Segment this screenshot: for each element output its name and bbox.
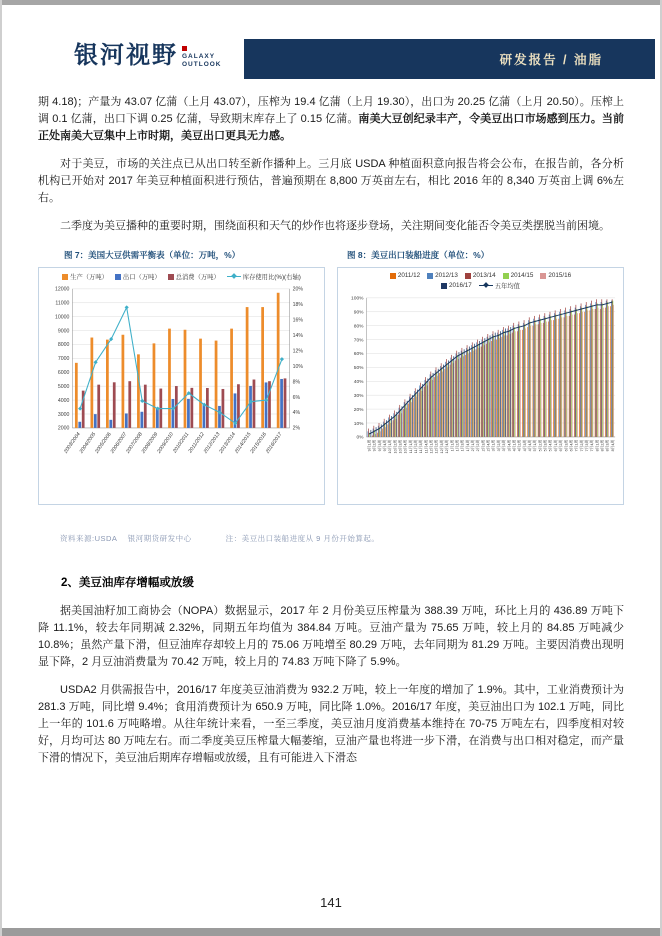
legend-swatch-icon bbox=[441, 283, 447, 289]
export-shipment-progress-chart bbox=[337, 267, 624, 505]
svg-text:2004/2005: 2004/2005 bbox=[78, 431, 98, 455]
svg-text:5月4周: 5月4周 bbox=[548, 439, 553, 452]
figure7-caption: 图 7：美国大豆供需平衡表（单位：万吨，%） bbox=[64, 250, 241, 260]
page-content bbox=[38, 94, 624, 778]
svg-text:2014/2015: 2014/2015 bbox=[233, 431, 253, 455]
fig8-legend bbox=[378, 272, 583, 290]
legend-swatch-icon bbox=[540, 273, 546, 279]
svg-text:1月3周: 1月3周 bbox=[460, 439, 465, 452]
legend-item bbox=[540, 272, 571, 279]
legend-label: 2015/16 bbox=[548, 272, 572, 279]
svg-text:2009/2010: 2009/2010 bbox=[156, 431, 175, 455]
legend-swatch-icon bbox=[115, 274, 121, 280]
svg-text:18%: 18% bbox=[292, 302, 303, 309]
figure-captions-row bbox=[38, 249, 624, 261]
svg-text:2月2周: 2月2周 bbox=[476, 439, 481, 452]
legend-label: 2011/12 bbox=[397, 272, 421, 279]
figure8-caption: 图 8：美豆出口装船进度（单位：%） bbox=[347, 250, 490, 260]
legend-item bbox=[503, 272, 534, 279]
legend-line-swatch-icon bbox=[227, 276, 241, 277]
svg-text:2月4周: 2月4周 bbox=[486, 439, 491, 452]
svg-text:2月1周: 2月1周 bbox=[471, 439, 476, 452]
svg-text:6月1周: 6月1周 bbox=[553, 439, 558, 452]
paragraph-usda-soyoil: USDA2 月供需报告中，2016/17 年度美豆油消费为 932.2 万吨，较上一年度的增加了 1.9%。其中，工业消费预计为 281.3 万吨，同比增 9.4%；食用消费预计为 650.9 万吨，同比降 1.0%。2016/17 年度，美豆油出口为 102.1 万吨，同比上一年的 101.6 万吨略增。从往年统计来看，一至三季度，美豆油月度消费基本维持在 70-75 万吨左右，四季度相对较好，月均可达 80 万吨左右。而二季度美豆压榨量大幅萎缩，豆油产量也将进一步下滑，在消费与出口相对稳定，而产量下滑的情况下，美豆油后期库存增幅或放缓，且有可能进入下滑态 bbox=[38, 684, 624, 764]
legend-item bbox=[465, 272, 496, 279]
svg-text:11月4周: 11月4周 bbox=[424, 439, 429, 454]
svg-text:4月1周: 4月1周 bbox=[512, 439, 517, 452]
legend-item bbox=[427, 272, 458, 279]
svg-text:2006/2007: 2006/2007 bbox=[109, 431, 129, 455]
galaxy-outlook-logo bbox=[74, 41, 222, 71]
svg-text:10月1周: 10月1周 bbox=[388, 439, 393, 454]
legend-label: 2014/15 bbox=[510, 272, 534, 279]
svg-text:6000: 6000 bbox=[57, 370, 70, 377]
svg-text:11月1周: 11月1周 bbox=[408, 439, 413, 454]
svg-text:4%: 4% bbox=[292, 410, 301, 417]
svg-text:8000: 8000 bbox=[57, 342, 70, 349]
legend-label: 2016/17 bbox=[449, 282, 472, 289]
svg-text:10月2周: 10月2周 bbox=[393, 439, 398, 454]
svg-text:14%: 14% bbox=[292, 332, 303, 339]
svg-text:12000: 12000 bbox=[55, 286, 70, 293]
svg-text:10月3周: 10月3周 bbox=[398, 439, 403, 454]
legend-label: 2012/13 bbox=[435, 272, 458, 279]
svg-text:30%: 30% bbox=[353, 393, 364, 399]
svg-text:3月3周: 3月3周 bbox=[502, 439, 507, 452]
charts-row bbox=[38, 267, 624, 505]
logo-english-line2: OUTLOOK bbox=[182, 61, 222, 69]
svg-text:10000: 10000 bbox=[55, 314, 70, 321]
legend-label: 生产（万吨） bbox=[70, 274, 108, 281]
svg-text:10%: 10% bbox=[353, 421, 364, 427]
svg-text:90%: 90% bbox=[353, 310, 364, 316]
logo-side bbox=[182, 46, 222, 69]
svg-text:4月4周: 4月4周 bbox=[528, 439, 533, 452]
page-header bbox=[0, 38, 662, 80]
paragraph-text: 期 4.18)；产量为 43.07 亿蒲（上月 43.07），压榨为 19.4 亿蒲（上月 19.30），出口为 20.25 亿蒲（上月 20.50）。压榨上调 0.1 亿蒲，出口下调 0.25 亿蒲，导致期末库存上了 0.15 亿蒲。 bbox=[38, 96, 624, 125]
svg-text:7月4周: 7月4周 bbox=[590, 439, 595, 452]
page-number: 141 bbox=[320, 895, 342, 910]
svg-text:20%: 20% bbox=[353, 407, 364, 413]
report-type-label: 研发报告 / 油脂 bbox=[499, 53, 603, 67]
svg-text:80%: 80% bbox=[353, 324, 364, 330]
us-soybean-balance-chart bbox=[38, 267, 325, 505]
legend-label: 五年均值 bbox=[494, 283, 520, 290]
svg-text:70%: 70% bbox=[353, 338, 364, 344]
svg-text:2012/2013: 2012/2013 bbox=[202, 431, 222, 455]
svg-text:2008/2009: 2008/2009 bbox=[140, 431, 160, 455]
legend-item bbox=[479, 281, 520, 290]
svg-text:11月3周: 11月3周 bbox=[419, 439, 424, 454]
svg-text:2016/2017: 2016/2017 bbox=[264, 431, 284, 455]
source-note-row bbox=[38, 533, 624, 544]
svg-text:20%: 20% bbox=[292, 286, 303, 293]
svg-text:2月3周: 2月3周 bbox=[481, 439, 486, 452]
svg-text:9月2周: 9月2周 bbox=[372, 439, 377, 452]
legend-item bbox=[115, 272, 161, 281]
svg-text:4月2周: 4月2周 bbox=[517, 439, 522, 452]
legend-label: 2013/14 bbox=[472, 272, 496, 279]
svg-text:5000: 5000 bbox=[57, 383, 70, 390]
scan-edge-left bbox=[0, 0, 2, 936]
legend-item bbox=[390, 272, 420, 279]
fig8-plot bbox=[340, 292, 621, 493]
legend-label: 库存使用比(%)(右轴) bbox=[242, 274, 301, 281]
legend-item bbox=[62, 272, 108, 281]
paragraph-usda-balance bbox=[38, 94, 624, 145]
fig7-plot bbox=[41, 283, 322, 484]
legend-label: 出口（万吨） bbox=[122, 274, 161, 281]
svg-text:1月1周: 1月1周 bbox=[450, 439, 455, 452]
svg-text:10月4周: 10月4周 bbox=[403, 439, 408, 454]
svg-text:3000: 3000 bbox=[57, 411, 70, 418]
svg-text:2011/2012: 2011/2012 bbox=[187, 431, 206, 455]
svg-text:11000: 11000 bbox=[55, 300, 70, 307]
svg-text:6月4周: 6月4周 bbox=[569, 439, 574, 452]
paragraph-q2-outlook: 二季度为美豆播种的重要时期，围绕面积和天气的炒作也将逐步登场，关注期间变化能否令美豆类摆脱当前困境。 bbox=[60, 220, 610, 232]
svg-text:3月2周: 3月2周 bbox=[496, 439, 501, 452]
header-band bbox=[244, 39, 655, 79]
svg-text:2010/2011: 2010/2011 bbox=[171, 431, 191, 455]
svg-text:7月1周: 7月1周 bbox=[574, 439, 579, 452]
paragraph-bold-text: 南美大豆创纪录丰产，令美豆出口市场感到压力。当前正处南美大豆集中上市时期，美豆出口更具无力感。 bbox=[38, 113, 625, 142]
svg-text:8%: 8% bbox=[292, 379, 301, 386]
svg-text:40%: 40% bbox=[353, 380, 364, 386]
svg-text:60%: 60% bbox=[353, 352, 364, 358]
paragraph-planting-intentions: 对于美豆，市场的关注点已从出口转至新作播种上。三月底 USDA 种植面积意向报告将会公布，在报告前，各分析机构已开始对 2017 年美豆种植面积进行预估，普遍预期在 8,800 万英亩左右，相比 2016 年的 8,340 万英亩上调 6%左右。 bbox=[38, 158, 624, 204]
svg-text:2003/2004: 2003/2004 bbox=[63, 431, 82, 455]
svg-text:4000: 4000 bbox=[57, 397, 70, 404]
svg-text:12月1周: 12月1周 bbox=[429, 439, 434, 454]
svg-text:7月2周: 7月2周 bbox=[579, 439, 584, 452]
footnote-text: 注：美豆出口装船进度从 9 月份开始算起。 bbox=[225, 534, 380, 543]
paragraph-nopa-crush: 据美国油籽加工商协会（NOPA）数据显示，2017 年 2 月份美豆压榨量为 388.39 万吨，环比上月的 436.89 万吨下降 11.1%，较去年同期减 2.32%，同期五年均值为 384.84 万吨。豆油产量为 75.65 万吨，较上月的 84.85 万吨减少 10.8%；虽然产量下滑，但豆油库存却较上月的 75.06 万吨增至 80.29 万吨，去年同期为 81.29 万吨。主要因消费出现明显下降，2 月豆油消费量为 70.42 万吨，较上月的 74.83 万吨下降了 5.9%。 bbox=[38, 605, 624, 668]
svg-text:5月1周: 5月1周 bbox=[533, 439, 538, 452]
svg-text:2015/2016: 2015/2016 bbox=[249, 431, 269, 455]
legend-item bbox=[441, 281, 472, 290]
legend-swatch-icon bbox=[465, 273, 471, 279]
svg-text:4月3周: 4月3周 bbox=[522, 439, 527, 452]
svg-text:2%: 2% bbox=[292, 425, 301, 432]
logo-english-line1: GALAXY bbox=[182, 53, 216, 60]
legend-swatch-icon bbox=[503, 273, 509, 279]
svg-text:100%: 100% bbox=[351, 296, 364, 302]
svg-text:12月2周: 12月2周 bbox=[434, 439, 439, 454]
svg-text:9月4周: 9月4周 bbox=[382, 439, 387, 452]
svg-text:2007/2008: 2007/2008 bbox=[125, 431, 144, 455]
legend-item bbox=[227, 272, 301, 281]
svg-text:8月3周: 8月3周 bbox=[605, 439, 610, 452]
svg-text:5月2周: 5月2周 bbox=[538, 439, 543, 452]
svg-text:6月3周: 6月3周 bbox=[564, 439, 569, 452]
svg-text:2000: 2000 bbox=[57, 425, 70, 432]
scan-edge-top bbox=[0, 0, 662, 5]
svg-text:9月3周: 9月3周 bbox=[377, 439, 382, 452]
svg-text:11月2周: 11月2周 bbox=[414, 439, 419, 454]
legend-item bbox=[168, 272, 220, 281]
data-source-text: 资料来源:USDA 银河期货研发中心 bbox=[60, 534, 192, 543]
svg-text:8月1周: 8月1周 bbox=[595, 439, 600, 452]
legend-swatch-icon bbox=[62, 274, 68, 280]
svg-text:9000: 9000 bbox=[57, 328, 70, 335]
svg-text:1月2周: 1月2周 bbox=[455, 439, 460, 452]
legend-label: 总消费（万吨） bbox=[175, 274, 220, 281]
svg-text:6%: 6% bbox=[292, 394, 301, 401]
logo-red-mark-icon bbox=[182, 46, 187, 51]
svg-text:7月3周: 7月3周 bbox=[584, 439, 589, 452]
section-heading: 2、美豆油库存增幅或放缓 bbox=[61, 577, 194, 589]
svg-text:12%: 12% bbox=[292, 348, 303, 355]
svg-text:2013/2014: 2013/2014 bbox=[218, 431, 237, 455]
svg-text:3月1周: 3月1周 bbox=[491, 439, 496, 452]
legend-swatch-icon bbox=[390, 273, 396, 279]
fig7-legend bbox=[41, 272, 322, 281]
svg-text:7000: 7000 bbox=[57, 356, 70, 363]
svg-text:1月4周: 1月4周 bbox=[465, 439, 470, 452]
svg-text:0%: 0% bbox=[356, 435, 364, 441]
svg-text:6月2周: 6月2周 bbox=[559, 439, 564, 452]
svg-text:16%: 16% bbox=[292, 317, 303, 324]
svg-text:12月4周: 12月4周 bbox=[445, 439, 450, 454]
logo-chinese-text: 银河视野 bbox=[74, 43, 178, 69]
svg-text:9月1周: 9月1周 bbox=[367, 439, 372, 452]
svg-text:12月3周: 12月3周 bbox=[439, 439, 444, 454]
legend-swatch-icon bbox=[168, 274, 174, 280]
svg-text:2005/2006: 2005/2006 bbox=[94, 431, 113, 455]
svg-text:10%: 10% bbox=[292, 363, 303, 370]
svg-text:50%: 50% bbox=[353, 366, 364, 372]
legend-line-swatch-icon bbox=[479, 285, 493, 286]
legend-swatch-icon bbox=[427, 273, 433, 279]
svg-text:3月4周: 3月4周 bbox=[507, 439, 512, 452]
svg-text:8月4周: 8月4周 bbox=[610, 439, 615, 452]
svg-text:5月3周: 5月3周 bbox=[543, 439, 548, 452]
svg-text:8月2周: 8月2周 bbox=[600, 439, 605, 452]
scan-edge-bottom bbox=[0, 928, 662, 936]
